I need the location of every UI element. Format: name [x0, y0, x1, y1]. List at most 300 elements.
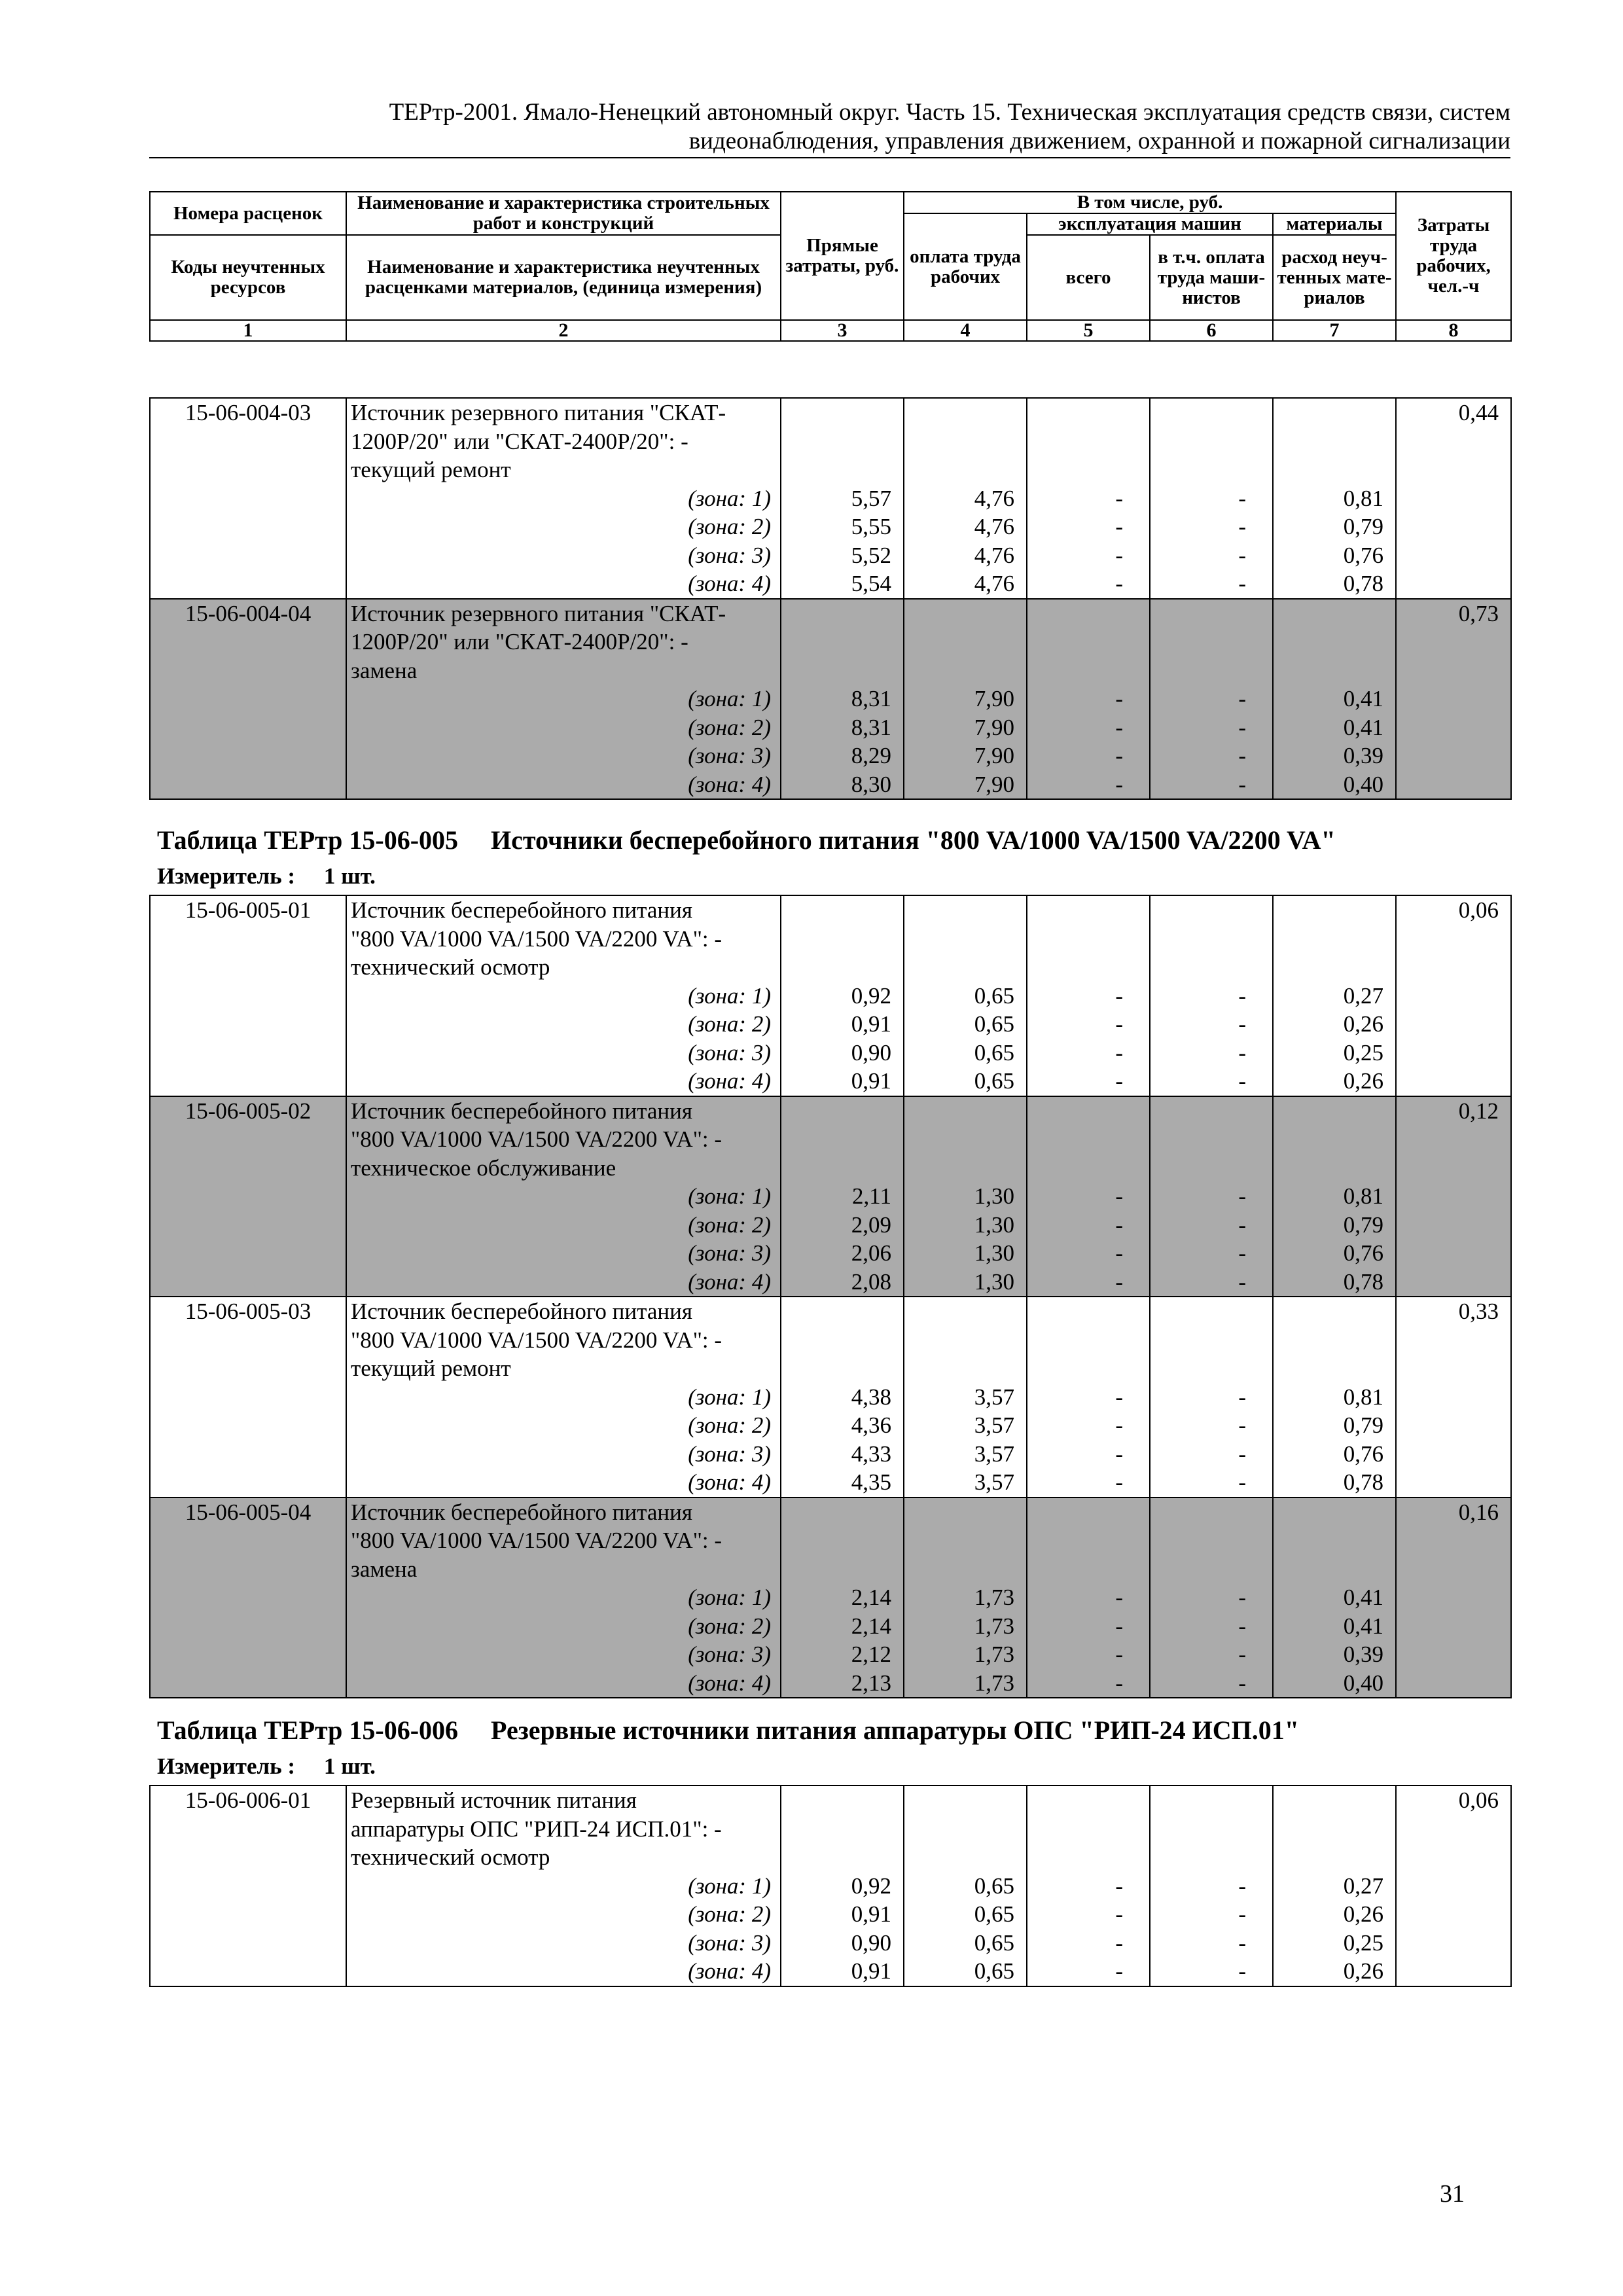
rate-code: [150, 925, 346, 954]
table-row: [150, 982, 1511, 1011]
empty-cell: [1273, 1843, 1396, 1872]
empty-cell: [1150, 599, 1273, 628]
table-row: [150, 1010, 1511, 1039]
machinist-wages: -: [1150, 569, 1273, 599]
col-machinist-wages-head: в т.ч. оплата труда маши- нистов: [1150, 235, 1273, 320]
empty-cell: [1396, 1583, 1511, 1612]
col-number: 2: [346, 320, 781, 341]
labor-cost: [1396, 656, 1511, 685]
rate-code: [150, 1612, 346, 1641]
empty-cell: [1273, 656, 1396, 685]
materials-cost: 0,78: [1273, 569, 1396, 599]
empty-cell: [1273, 1815, 1396, 1844]
rate-code: [150, 1815, 346, 1844]
empty-cell: [1150, 427, 1273, 456]
machinist-wages: -: [1150, 1010, 1273, 1039]
machines-total: -: [1027, 742, 1150, 770]
empty-cell: [904, 1125, 1027, 1154]
table-row: [150, 1383, 1511, 1412]
empty-cell: [904, 1154, 1027, 1183]
header-line-2: видеонаблюдения, управления движением, охранной и пожарной сигнализации: [688, 128, 1510, 154]
rate-code: [150, 1555, 346, 1584]
rate-code: [150, 1468, 346, 1498]
worker-wages: 1,73: [904, 1612, 1027, 1641]
zone-label: (зона: 3): [346, 1929, 781, 1958]
empty-cell: [1273, 1785, 1396, 1815]
empty-cell: [1396, 1383, 1511, 1412]
empty-cell: [1150, 1354, 1273, 1383]
empty-cell: [781, 398, 904, 427]
empty-cell: [1273, 953, 1396, 982]
table-row: [150, 656, 1511, 685]
table-row: [150, 953, 1511, 982]
direct-costs: 2,14: [781, 1612, 904, 1641]
worker-wages: 0,65: [904, 982, 1027, 1011]
work-name-line: технический осмотр: [346, 1843, 781, 1872]
work-name-line: Источник резервного питания "СКАТ-: [346, 398, 781, 427]
materials-cost: 0,25: [1273, 1039, 1396, 1067]
machines-total: -: [1027, 1612, 1150, 1641]
materials-cost: 0,79: [1273, 512, 1396, 541]
machines-total: -: [1027, 1440, 1150, 1469]
zone-label: (зона: 1): [346, 982, 781, 1011]
rate-code: [150, 1640, 346, 1669]
empty-cell: [1396, 1669, 1511, 1698]
table-row: [150, 1640, 1511, 1669]
empty-cell: [1273, 1096, 1396, 1126]
table-row: [150, 895, 1511, 925]
table-row: [150, 456, 1511, 484]
labor-cost: 0,44: [1396, 398, 1511, 427]
empty-cell: [1150, 925, 1273, 954]
empty-cell: [1150, 1526, 1273, 1555]
rate-code: [150, 1440, 346, 1469]
rate-code: [150, 1239, 346, 1268]
empty-cell: [781, 1154, 904, 1183]
machinist-wages: -: [1150, 1039, 1273, 1067]
direct-costs: 5,52: [781, 541, 904, 570]
empty-cell: [1396, 1640, 1511, 1669]
rate-code: [150, 1383, 346, 1412]
col-machines-head: эксплуатация машин: [1027, 213, 1273, 235]
empty-cell: [1027, 427, 1150, 456]
rate-code: [150, 1843, 346, 1872]
empty-cell: [781, 1785, 904, 1815]
machines-total: -: [1027, 713, 1150, 742]
direct-costs: 5,55: [781, 512, 904, 541]
labor-cost: 0,33: [1396, 1297, 1511, 1326]
machines-total: -: [1027, 1468, 1150, 1498]
empty-cell: [1150, 1785, 1273, 1815]
worker-wages: 3,57: [904, 1468, 1027, 1498]
machines-total: -: [1027, 1239, 1150, 1268]
work-name-line: Источник бесперебойного питания: [346, 1498, 781, 1527]
empty-cell: [781, 1125, 904, 1154]
empty-cell: [781, 895, 904, 925]
zone-label: (зона: 3): [346, 1239, 781, 1268]
empty-cell: [1273, 925, 1396, 954]
empty-cell: [1027, 925, 1150, 954]
materials-cost: 0,40: [1273, 1669, 1396, 1698]
empty-cell: [1027, 1498, 1150, 1527]
work-name-line: Источник бесперебойного питания: [346, 895, 781, 925]
labor-cost: 0,06: [1396, 895, 1511, 925]
machines-total: -: [1027, 1900, 1150, 1929]
empty-cell: [904, 1526, 1027, 1555]
machinist-wages: -: [1150, 742, 1273, 770]
rates-table: [149, 397, 1512, 800]
table-row: [150, 1583, 1511, 1612]
rate-code: [150, 1154, 346, 1183]
zone-label: (зона: 2): [346, 1211, 781, 1240]
work-name-line: технический осмотр: [346, 953, 781, 982]
col-number: 5: [1027, 320, 1150, 341]
worker-wages: 1,73: [904, 1583, 1027, 1612]
empty-cell: [1150, 895, 1273, 925]
table-row: [150, 1555, 1511, 1584]
rate-code: [150, 656, 346, 685]
work-name-line: Источник бесперебойного питания: [346, 1297, 781, 1326]
direct-costs: 0,91: [781, 1010, 904, 1039]
table-row: [150, 1297, 1511, 1326]
labor-cost: 0,12: [1396, 1096, 1511, 1126]
empty-cell: [1150, 1096, 1273, 1126]
worker-wages: 1,30: [904, 1211, 1027, 1240]
rate-code: 15-06-005-02: [150, 1096, 346, 1126]
empty-cell: [1273, 427, 1396, 456]
direct-costs: 2,12: [781, 1640, 904, 1669]
rate-code: [150, 1125, 346, 1154]
materials-cost: 0,27: [1273, 1872, 1396, 1901]
table-row: [150, 1468, 1511, 1498]
machines-total: -: [1027, 685, 1150, 713]
materials-cost: 0,79: [1273, 1411, 1396, 1440]
empty-cell: [1396, 685, 1511, 713]
work-name-line: замена: [346, 1555, 781, 1584]
machines-total: -: [1027, 1929, 1150, 1958]
empty-cell: [781, 1354, 904, 1383]
rate-code: [150, 1583, 346, 1612]
empty-cell: [1396, 1900, 1511, 1929]
empty-cell: [904, 1555, 1027, 1584]
empty-cell: [1273, 1326, 1396, 1355]
direct-costs: 4,36: [781, 1411, 904, 1440]
empty-cell: [1150, 1843, 1273, 1872]
zone-label: (зона: 3): [346, 541, 781, 570]
labor-cost: [1396, 1555, 1511, 1584]
machinist-wages: -: [1150, 1612, 1273, 1641]
rate-code: [150, 1872, 346, 1901]
col-number: 7: [1273, 320, 1396, 341]
empty-cell: [1273, 1125, 1396, 1154]
table-row: [150, 1239, 1511, 1268]
machinist-wages: -: [1150, 1239, 1273, 1268]
zone-label: (зона: 1): [346, 484, 781, 513]
machines-total: -: [1027, 1669, 1150, 1698]
empty-cell: [1273, 895, 1396, 925]
empty-cell: [1396, 1929, 1511, 1958]
empty-cell: [1396, 1039, 1511, 1067]
rate-code: [150, 742, 346, 770]
table-row: [150, 1440, 1511, 1469]
empty-cell: [1273, 1297, 1396, 1326]
table-row: [150, 1039, 1511, 1067]
empty-cell: [904, 925, 1027, 954]
empty-cell: [1027, 1326, 1150, 1355]
worker-wages: 0,65: [904, 1957, 1027, 1986]
empty-cell: [1396, 982, 1511, 1011]
worker-wages: 0,65: [904, 1010, 1027, 1039]
work-name-line: техническое обслуживание: [346, 1154, 781, 1183]
work-name-line: Резервный источник питания: [346, 1785, 781, 1815]
materials-cost: 0,41: [1273, 713, 1396, 742]
materials-cost: 0,76: [1273, 541, 1396, 570]
empty-cell: [781, 1815, 904, 1844]
page-header: [149, 98, 1510, 158]
labor-cost: [1396, 1154, 1511, 1183]
empty-cell: [781, 1498, 904, 1527]
work-name-line: текущий ремонт: [346, 456, 781, 484]
direct-costs: 0,91: [781, 1957, 904, 1986]
rate-code: [150, 1411, 346, 1440]
unit-of-measure: Измеритель : 1 шт.: [157, 1753, 376, 1779]
direct-costs: 0,91: [781, 1067, 904, 1096]
rate-code: [150, 1211, 346, 1240]
table-row: [150, 1957, 1511, 1986]
machines-total: -: [1027, 1268, 1150, 1297]
machines-total: -: [1027, 569, 1150, 599]
zone-label: (зона: 1): [346, 1383, 781, 1412]
machinist-wages: -: [1150, 1211, 1273, 1240]
empty-cell: [1396, 1612, 1511, 1641]
materials-cost: 0,41: [1273, 685, 1396, 713]
machinist-wages: -: [1150, 713, 1273, 742]
labor-cost: [1396, 925, 1511, 954]
empty-cell: [1027, 599, 1150, 628]
materials-cost: 0,27: [1273, 982, 1396, 1011]
direct-costs: 2,08: [781, 1268, 904, 1297]
machines-total: -: [1027, 1383, 1150, 1412]
zone-label: (зона: 4): [346, 1268, 781, 1297]
table-row: [150, 569, 1511, 599]
rate-code: [150, 1900, 346, 1929]
machinist-wages: -: [1150, 1872, 1273, 1901]
table-row: [150, 1211, 1511, 1240]
empty-cell: [1150, 953, 1273, 982]
machinist-wages: -: [1150, 1468, 1273, 1498]
work-name-line: 1200Р/20" или "СКАТ-2400Р/20": -: [346, 628, 781, 656]
zone-label: (зона: 4): [346, 1067, 781, 1096]
machinist-wages: -: [1150, 512, 1273, 541]
table-title: Таблица ТЕРтр 15-06-006 Резервные источники питания аппаратуры ОПС "РИП-24 ИСП.01": [157, 1715, 1299, 1745]
empty-cell: [1150, 628, 1273, 656]
empty-cell: [1273, 456, 1396, 484]
empty-cell: [1273, 1498, 1396, 1527]
materials-cost: 0,76: [1273, 1440, 1396, 1469]
work-name-line: Источник резервного питания "СКАТ-: [346, 599, 781, 628]
worker-wages: 7,90: [904, 770, 1027, 800]
table-row: [150, 1498, 1511, 1527]
empty-cell: [781, 1297, 904, 1326]
work-name-line: "800 VA/1000 VA/1500 VA/2200 VA": -: [346, 1326, 781, 1355]
empty-cell: [1273, 1526, 1396, 1555]
empty-cell: [1150, 1125, 1273, 1154]
table-row: [150, 599, 1511, 628]
direct-costs: 8,31: [781, 713, 904, 742]
materials-cost: 0,81: [1273, 484, 1396, 513]
empty-cell: [781, 628, 904, 656]
col-number: 3: [781, 320, 904, 341]
table-row: [150, 1900, 1511, 1929]
materials-cost: 0,81: [1273, 1182, 1396, 1211]
materials-cost: 0,26: [1273, 1900, 1396, 1929]
machinist-wages: -: [1150, 1440, 1273, 1469]
materials-cost: 0,78: [1273, 1268, 1396, 1297]
empty-cell: [1396, 713, 1511, 742]
direct-costs: 5,54: [781, 569, 904, 599]
table-title: Таблица ТЕРтр 15-06-005 Источники бесперебойного питания "800 VA/1000 VA/1500 VA/2200 VA": [157, 825, 1336, 855]
zone-label: (зона: 2): [346, 1900, 781, 1929]
page-number: 31: [1440, 2180, 1465, 2208]
empty-cell: [1273, 628, 1396, 656]
empty-cell: [1396, 1872, 1511, 1901]
machines-total: -: [1027, 1872, 1150, 1901]
empty-cell: [1150, 456, 1273, 484]
empty-cell: [1396, 1010, 1511, 1039]
materials-cost: 0,81: [1273, 1383, 1396, 1412]
worker-wages: 7,90: [904, 742, 1027, 770]
empty-cell: [781, 1526, 904, 1555]
machinist-wages: -: [1150, 1900, 1273, 1929]
machinist-wages: -: [1150, 1929, 1273, 1958]
col-number: 1: [150, 320, 346, 341]
col-materials-group-head: материалы: [1273, 213, 1396, 235]
zone-label: (зона: 3): [346, 1039, 781, 1067]
empty-cell: [1027, 1843, 1150, 1872]
rate-code: 15-06-004-03: [150, 398, 346, 427]
work-name-line: 1200Р/20" или "СКАТ-2400Р/20": -: [346, 427, 781, 456]
rate-code: [150, 1669, 346, 1698]
labor-cost: [1396, 1815, 1511, 1844]
labor-cost: [1396, 1125, 1511, 1154]
materials-cost: 0,39: [1273, 1640, 1396, 1669]
empty-cell: [1273, 599, 1396, 628]
table-row: [150, 427, 1511, 456]
table-row: [150, 1612, 1511, 1641]
labor-cost: [1396, 1526, 1511, 1555]
machines-total: -: [1027, 1640, 1150, 1669]
rate-code: [150, 685, 346, 713]
table-row: [150, 1125, 1511, 1154]
rate-code: [150, 1067, 346, 1096]
machinist-wages: -: [1150, 685, 1273, 713]
table-row: [150, 628, 1511, 656]
materials-cost: 0,79: [1273, 1211, 1396, 1240]
rate-code: [150, 713, 346, 742]
rates-table: [149, 895, 1512, 1698]
work-name-line: "800 VA/1000 VA/1500 VA/2200 VA": -: [346, 1125, 781, 1154]
empty-cell: [1027, 628, 1150, 656]
empty-cell: [781, 1555, 904, 1584]
empty-cell: [1396, 569, 1511, 599]
empty-cell: [904, 1354, 1027, 1383]
zone-label: (зона: 2): [346, 512, 781, 541]
empty-cell: [781, 599, 904, 628]
zone-label: (зона: 1): [346, 685, 781, 713]
empty-cell: [1396, 1411, 1511, 1440]
table-row: [150, 742, 1511, 770]
table-row: [150, 685, 1511, 713]
worker-wages: 0,65: [904, 1872, 1027, 1901]
empty-cell: [781, 925, 904, 954]
work-name-line: Источник бесперебойного питания: [346, 1096, 781, 1126]
zone-label: (зона: 4): [346, 569, 781, 599]
rate-code: [150, 456, 346, 484]
col-resource-codes-head: Коды неучтенных ресурсов: [150, 235, 346, 320]
worker-wages: 3,57: [904, 1411, 1027, 1440]
empty-cell: [781, 953, 904, 982]
materials-cost: 0,41: [1273, 1583, 1396, 1612]
empty-cell: [1396, 1268, 1511, 1297]
empty-cell: [781, 1326, 904, 1355]
zone-label: (зона: 2): [346, 713, 781, 742]
empty-cell: [1027, 1555, 1150, 1584]
direct-costs: 0,91: [781, 1900, 904, 1929]
machinist-wages: -: [1150, 1268, 1273, 1297]
machinist-wages: -: [1150, 541, 1273, 570]
empty-cell: [904, 1297, 1027, 1326]
empty-cell: [1027, 1354, 1150, 1383]
col-including-head: В том числе, руб.: [904, 192, 1396, 213]
direct-costs: 5,57: [781, 484, 904, 513]
empty-cell: [1027, 1154, 1150, 1183]
empty-cell: [1027, 456, 1150, 484]
direct-costs: 2,13: [781, 1669, 904, 1698]
empty-cell: [904, 599, 1027, 628]
work-name-line: текущий ремонт: [346, 1354, 781, 1383]
empty-cell: [904, 656, 1027, 685]
direct-costs: 2,06: [781, 1239, 904, 1268]
rate-code: [150, 770, 346, 800]
empty-cell: [1027, 895, 1150, 925]
empty-cell: [1027, 953, 1150, 982]
zone-label: (зона: 3): [346, 1640, 781, 1669]
machines-total: -: [1027, 1957, 1150, 1986]
rate-code: [150, 1010, 346, 1039]
table-row: [150, 1268, 1511, 1297]
rate-code: [150, 1354, 346, 1383]
materials-cost: 0,41: [1273, 1612, 1396, 1641]
direct-costs: 0,90: [781, 1039, 904, 1067]
labor-cost: [1396, 1354, 1511, 1383]
materials-cost: 0,26: [1273, 1010, 1396, 1039]
worker-wages: 1,30: [904, 1268, 1027, 1297]
empty-cell: [1273, 398, 1396, 427]
machines-total: -: [1027, 1182, 1150, 1211]
rate-code: 15-06-005-03: [150, 1297, 346, 1326]
machines-total: -: [1027, 1583, 1150, 1612]
empty-cell: [1150, 398, 1273, 427]
table-row: [150, 1872, 1511, 1901]
empty-cell: [1396, 742, 1511, 770]
empty-cell: [904, 398, 1027, 427]
machinist-wages: -: [1150, 1182, 1273, 1211]
materials-cost: 0,25: [1273, 1929, 1396, 1958]
empty-cell: [1396, 1957, 1511, 1986]
machinist-wages: -: [1150, 1669, 1273, 1698]
col-labor-head: Затраты труда рабочих, чел.-ч: [1396, 192, 1511, 320]
col-materials-name-head: Наименование и характеристика неучтенных расценками материалов, (единица измерения): [346, 235, 781, 320]
